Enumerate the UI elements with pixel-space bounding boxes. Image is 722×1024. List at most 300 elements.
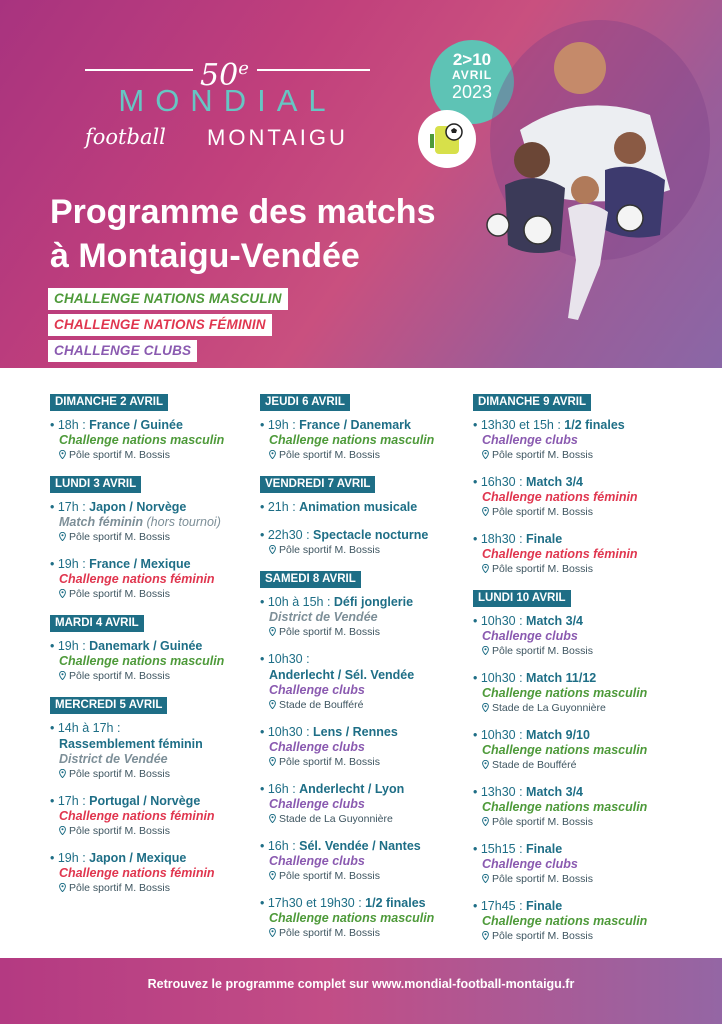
- bullet-icon: •: [260, 839, 268, 853]
- match-category: [260, 610, 465, 625]
- match-venue: [473, 758, 688, 772]
- day-header: DIMANCHE 2 AVRIL: [50, 394, 168, 411]
- match-entry: [473, 531, 688, 576]
- match-time: 17h: [57, 500, 79, 514]
- location-pin-icon: [269, 928, 276, 937]
- hero-banner: [0, 0, 722, 368]
- legend-masculin: CHALLENGE NATIONS MASCULIN: [48, 288, 288, 310]
- match-time: 19h: [57, 639, 79, 653]
- time-separator: :: [515, 671, 527, 685]
- match-title: Sél. Vendée / Nantes: [299, 839, 421, 853]
- match-category: [473, 857, 688, 872]
- location-pin-icon: [482, 564, 489, 573]
- page-title: [50, 190, 436, 278]
- match-line: [473, 474, 688, 490]
- match-entry: [473, 613, 688, 658]
- match-category: [260, 433, 465, 448]
- bullet-icon: •: [473, 671, 481, 685]
- location-pin-icon: [482, 646, 489, 655]
- logo-rule-right: [257, 69, 370, 71]
- match-category: [50, 866, 245, 881]
- day-section: [50, 695, 245, 895]
- match-time: 22h30: [267, 528, 303, 542]
- match-entry: [473, 784, 688, 829]
- match-line: [473, 727, 688, 743]
- match-entry: [473, 474, 688, 519]
- match-venue: [260, 698, 465, 712]
- match-category: [260, 854, 465, 869]
- match-category: [473, 743, 688, 758]
- match-title: Japon / Mexique: [89, 851, 187, 865]
- day-section: [50, 392, 245, 462]
- category-label: Challenge nations masculin: [269, 433, 435, 447]
- match-venue: [50, 669, 245, 683]
- match-title: Lens / Rennes: [313, 725, 398, 739]
- category-label: Challenge nations masculin: [269, 911, 435, 925]
- match-line: [473, 531, 688, 547]
- match-line: [473, 417, 688, 433]
- match-title: Match 11/12: [526, 671, 597, 685]
- match-venue: [50, 767, 245, 781]
- category-label: District de Vendée: [59, 752, 168, 766]
- match-title-line: [260, 667, 465, 683]
- location-pin-icon: [269, 450, 276, 459]
- match-entry: [50, 417, 245, 462]
- edition-number: 50e: [200, 58, 249, 93]
- bullet-icon: •: [50, 418, 58, 432]
- venue-name: Pôle sportif M. Bossis: [69, 882, 170, 894]
- match-time: 17h45: [480, 899, 516, 913]
- match-title: France / Guinée: [89, 418, 183, 432]
- match-time: 16h: [267, 782, 289, 796]
- match-time: 16h: [267, 839, 289, 853]
- day-section: [50, 474, 245, 601]
- location-pin-icon: [269, 757, 276, 766]
- match-category: [473, 800, 688, 815]
- bullet-icon: •: [473, 475, 481, 489]
- match-title: Japon / Norvège: [89, 500, 187, 514]
- category-label: Challenge nations féminin: [59, 572, 215, 586]
- day-header: VENDREDI 7 AVRIL: [260, 476, 375, 493]
- match-venue: [473, 929, 688, 943]
- location-pin-icon: [59, 826, 66, 835]
- category-label: Challenge nations masculin: [482, 914, 648, 928]
- category-label: Challenge nations masculin: [482, 686, 648, 700]
- match-category: [473, 547, 688, 562]
- day-header: DIMANCHE 9 AVRIL: [473, 394, 591, 411]
- day-header: LUNDI 3 AVRIL: [50, 476, 141, 493]
- bullet-icon: •: [50, 794, 58, 808]
- match-time: 15h15: [480, 842, 516, 856]
- venue-name: Stade de La Guyonnière: [279, 813, 393, 825]
- match-line: [260, 527, 465, 543]
- venue-name: Pôle sportif M. Bossis: [69, 588, 170, 600]
- badge-month: AVRIL: [451, 68, 493, 82]
- bullet-icon: •: [50, 500, 58, 514]
- match-category: [473, 490, 688, 505]
- match-title: France / Mexique: [89, 557, 191, 571]
- venue-name: Pôle sportif M. Bossis: [69, 670, 170, 682]
- venue-name: Stade de Boufféré: [492, 759, 577, 771]
- category-label: Challenge nations féminin: [59, 866, 215, 880]
- match-entry: [473, 417, 688, 462]
- match-venue: [473, 448, 688, 462]
- category-label: Challenge clubs: [269, 740, 365, 754]
- title-line-1: Programme des matchs: [50, 193, 436, 231]
- location-pin-icon: [59, 532, 66, 541]
- match-category: [50, 809, 245, 824]
- match-line: [260, 781, 465, 797]
- match-time: 18h30: [480, 532, 516, 546]
- match-time: 10h30: [480, 728, 516, 742]
- time-separator: :: [515, 614, 527, 628]
- match-title: Finale: [526, 532, 563, 546]
- bullet-icon: •: [260, 500, 268, 514]
- day-header: JEUDI 6 AVRIL: [260, 394, 350, 411]
- bullet-icon: •: [260, 595, 268, 609]
- match-title: France / Danemark: [299, 418, 411, 432]
- time-separator: :: [515, 475, 527, 489]
- location-pin-icon: [269, 627, 276, 636]
- venue-name: Pôle sportif M. Bossis: [69, 825, 170, 837]
- venue-name: Pôle sportif M. Bossis: [492, 816, 593, 828]
- footer-text: Retrouvez le programme complet sur www.mondial-football-montaigu.fr: [147, 977, 575, 991]
- logo-script-word: football: [85, 125, 166, 149]
- category-label: Match féminin: [59, 515, 144, 529]
- schedule-column-3: [473, 392, 688, 955]
- match-venue: [473, 644, 688, 658]
- match-venue: [473, 872, 688, 886]
- match-time: 21h: [267, 500, 289, 514]
- venue-name: Stade de Boufféré: [279, 699, 364, 711]
- match-line: [50, 417, 245, 433]
- time-separator: :: [288, 782, 300, 796]
- time-separator: :: [288, 500, 300, 514]
- match-entry: [50, 638, 245, 683]
- venue-name: Pôle sportif M. Bossis: [492, 506, 593, 518]
- venue-name: Pôle sportif M. Bossis: [69, 449, 170, 461]
- schedule-column-1: [50, 392, 245, 907]
- location-pin-icon: [59, 769, 66, 778]
- match-entry: [260, 838, 465, 883]
- match-time: 10h30: [480, 614, 516, 628]
- location-pin-icon: [59, 883, 66, 892]
- bullet-icon: •: [260, 725, 268, 739]
- day-section: [50, 613, 245, 683]
- category-label: Challenge nations masculin: [482, 800, 648, 814]
- match-entry: [50, 499, 245, 544]
- time-separator: :: [302, 725, 314, 739]
- match-title: Rassemblement féminin: [59, 737, 203, 751]
- bullet-icon: •: [50, 557, 58, 571]
- logo-rule-left: [85, 69, 193, 71]
- location-pin-icon: [482, 817, 489, 826]
- match-title: Match 3/4: [526, 785, 584, 799]
- venue-name: Pôle sportif M. Bossis: [492, 930, 593, 942]
- day-section: [260, 392, 465, 462]
- tournament-emblem-icon: [418, 110, 476, 168]
- match-venue: [473, 701, 688, 715]
- logo-brand-word: MONDIAL: [118, 83, 337, 118]
- match-line: [50, 720, 245, 736]
- location-pin-icon: [269, 871, 276, 880]
- day-section: [260, 474, 465, 557]
- location-pin-icon: [59, 450, 66, 459]
- location-pin-icon: [482, 931, 489, 940]
- time-separator: :: [515, 785, 527, 799]
- badge-year: 2023: [451, 82, 493, 102]
- match-category: [260, 683, 465, 698]
- time-separator: :: [354, 896, 366, 910]
- venue-name: Pôle sportif M. Bossis: [492, 563, 593, 575]
- match-category: [50, 572, 245, 587]
- location-pin-icon: [269, 814, 276, 823]
- time-separator: :: [323, 595, 334, 609]
- match-time: 10h30: [480, 671, 516, 685]
- match-entry: [473, 670, 688, 715]
- match-line: [473, 784, 688, 800]
- bullet-icon: •: [473, 842, 481, 856]
- match-entry: [260, 651, 465, 712]
- match-category: [50, 654, 245, 669]
- venue-name: Pôle sportif M. Bossis: [492, 873, 593, 885]
- day-section: [260, 569, 465, 940]
- time-separator: :: [302, 652, 310, 666]
- time-separator: :: [515, 532, 527, 546]
- match-time: 17h30 et 19h30: [267, 896, 355, 910]
- venue-name: Pôle sportif M. Bossis: [492, 449, 593, 461]
- location-pin-icon: [482, 760, 489, 769]
- match-line: [473, 898, 688, 914]
- bullet-icon: •: [473, 785, 481, 799]
- match-venue: [473, 815, 688, 829]
- match-venue: [50, 530, 245, 544]
- match-venue: [260, 543, 465, 557]
- match-time: 19h: [57, 851, 79, 865]
- match-category: [473, 433, 688, 448]
- match-title: Match 3/4: [526, 614, 584, 628]
- match-entry: [260, 527, 465, 557]
- time-separator: :: [78, 851, 90, 865]
- match-title: Spectacle nocturne: [313, 528, 429, 542]
- venue-name: Pôle sportif M. Bossis: [279, 626, 380, 638]
- bullet-icon: •: [260, 652, 268, 666]
- category-label: Challenge nations féminin: [482, 490, 638, 504]
- match-line: [50, 556, 245, 572]
- match-category: [260, 740, 465, 755]
- category-label: Challenge nations féminin: [59, 809, 215, 823]
- match-line: [260, 895, 465, 911]
- category-label: Challenge nations masculin: [59, 654, 225, 668]
- venue-name: Pôle sportif M. Bossis: [279, 544, 380, 556]
- match-entry: [473, 727, 688, 772]
- match-time: 10h à 15h: [267, 595, 324, 609]
- category-label: Challenge clubs: [269, 683, 365, 697]
- bullet-icon: •: [260, 896, 268, 910]
- venue-name: Pôle sportif M. Bossis: [279, 756, 380, 768]
- match-category: [473, 914, 688, 929]
- match-line: [260, 594, 465, 610]
- match-time: 10h30: [267, 652, 303, 666]
- match-venue: [260, 448, 465, 462]
- match-category: [260, 911, 465, 926]
- category-label: District de Vendée: [269, 610, 378, 624]
- day-section: [473, 392, 688, 576]
- location-pin-icon: [269, 700, 276, 709]
- bullet-icon: •: [50, 851, 58, 865]
- time-separator: :: [78, 639, 90, 653]
- time-separator: :: [553, 418, 565, 432]
- match-title: Animation musicale: [299, 500, 418, 514]
- location-pin-icon: [482, 703, 489, 712]
- schedule-column-2: [260, 392, 465, 952]
- venue-name: Pôle sportif M. Bossis: [279, 927, 380, 939]
- location-pin-icon: [59, 671, 66, 680]
- footer-banner: [0, 958, 722, 1024]
- match-entry: [260, 594, 465, 639]
- players-photo-icon: [480, 20, 722, 350]
- venue-name: Pôle sportif M. Bossis: [69, 531, 170, 543]
- time-separator: :: [288, 418, 300, 432]
- match-venue: [50, 448, 245, 462]
- time-separator: :: [78, 418, 90, 432]
- match-time: 19h: [267, 418, 289, 432]
- bullet-icon: •: [50, 639, 58, 653]
- match-line: [473, 670, 688, 686]
- badge-dates: 2>10: [452, 50, 492, 69]
- match-category: [50, 752, 245, 767]
- match-time: 13h30: [480, 785, 516, 799]
- match-title: Anderlecht / Sél. Vendée: [269, 668, 415, 682]
- location-pin-icon: [482, 874, 489, 883]
- match-line: [260, 651, 465, 667]
- match-title: Portugal / Norvège: [89, 794, 201, 808]
- match-title: Danemark / Guinée: [89, 639, 203, 653]
- match-venue: [260, 869, 465, 883]
- time-separator: :: [515, 899, 527, 913]
- time-separator: :: [78, 557, 90, 571]
- match-line: [50, 499, 245, 515]
- match-title: Match 9/10: [526, 728, 590, 742]
- match-title: Défi jonglerie: [333, 595, 414, 609]
- match-title: Finale: [526, 842, 563, 856]
- logo-town: MONTAIGU: [207, 125, 348, 150]
- match-line: [473, 841, 688, 857]
- category-label: Challenge clubs: [482, 433, 578, 447]
- match-venue: [50, 587, 245, 601]
- legend-clubs: CHALLENGE CLUBS: [48, 340, 197, 362]
- time-separator: :: [113, 721, 121, 735]
- match-time: 14h à 17h: [57, 721, 114, 735]
- match-entry: [260, 417, 465, 462]
- match-time: 17h: [57, 794, 79, 808]
- category-label: Challenge nations masculin: [482, 743, 648, 757]
- category-label: Challenge nations masculin: [59, 433, 225, 447]
- match-entry: [50, 793, 245, 838]
- match-category: [473, 686, 688, 701]
- match-venue: [260, 812, 465, 826]
- match-time: 13h30 et 15h: [480, 418, 554, 432]
- location-pin-icon: [59, 589, 66, 598]
- match-entry: [473, 841, 688, 886]
- match-line: [260, 499, 465, 515]
- match-entry: [50, 720, 245, 781]
- match-line: [473, 613, 688, 629]
- match-time: 16h30: [480, 475, 516, 489]
- venue-name: Pôle sportif M. Bossis: [279, 870, 380, 882]
- location-pin-icon: [269, 545, 276, 554]
- bullet-icon: •: [473, 899, 481, 913]
- venue-name: Stade de La Guyonnière: [492, 702, 606, 714]
- match-venue: [473, 562, 688, 576]
- time-separator: :: [78, 794, 90, 808]
- match-venue: [50, 824, 245, 838]
- match-line: [50, 638, 245, 654]
- match-entry: [260, 895, 465, 940]
- bullet-icon: •: [473, 728, 481, 742]
- match-entry: [260, 781, 465, 826]
- bullet-icon: •: [260, 418, 268, 432]
- bullet-icon: •: [473, 532, 481, 546]
- match-venue: [260, 926, 465, 940]
- match-line: [50, 850, 245, 866]
- bullet-icon: •: [50, 721, 58, 735]
- match-venue: [260, 625, 465, 639]
- match-time: 10h30: [267, 725, 303, 739]
- match-title: 1/2 finales: [564, 418, 625, 432]
- day-section: [473, 588, 688, 943]
- match-line: [260, 417, 465, 433]
- category-label: Challenge clubs: [269, 854, 365, 868]
- match-entry: [260, 499, 465, 515]
- bullet-icon: •: [473, 614, 481, 628]
- match-title: Match 3/4: [526, 475, 584, 489]
- bullet-icon: •: [260, 782, 268, 796]
- venue-name: Pôle sportif M. Bossis: [492, 645, 593, 657]
- match-category: [50, 433, 245, 448]
- match-category: [260, 797, 465, 812]
- venue-name: Pôle sportif M. Bossis: [69, 768, 170, 780]
- day-header: MARDI 4 AVRIL: [50, 615, 144, 632]
- category-label: Challenge clubs: [482, 857, 578, 871]
- location-pin-icon: [482, 507, 489, 516]
- category-note: (hors tournoi): [143, 515, 221, 529]
- match-title: Finale: [526, 899, 563, 913]
- time-separator: :: [302, 528, 314, 542]
- match-entry: [260, 724, 465, 769]
- match-time: 18h: [57, 418, 79, 432]
- day-header: MERCREDI 5 AVRIL: [50, 697, 167, 714]
- match-entry: [50, 850, 245, 895]
- title-line-2: à Montaigu-Vendée: [50, 237, 360, 275]
- match-title-line: [50, 736, 245, 752]
- bullet-icon: •: [473, 418, 481, 432]
- match-venue: [50, 881, 245, 895]
- day-header: SAMEDI 8 AVRIL: [260, 571, 361, 588]
- match-category: [50, 515, 245, 530]
- bullet-icon: •: [260, 528, 268, 542]
- match-line: [260, 838, 465, 854]
- time-separator: :: [78, 500, 90, 514]
- venue-name: Pôle sportif M. Bossis: [279, 449, 380, 461]
- match-entry: [473, 898, 688, 943]
- mondial-logo: [85, 52, 370, 152]
- time-separator: :: [515, 842, 527, 856]
- time-separator: :: [515, 728, 527, 742]
- category-label: Challenge clubs: [482, 629, 578, 643]
- match-title: 1/2 finales: [365, 896, 426, 910]
- match-title: Anderlecht / Lyon: [299, 782, 405, 796]
